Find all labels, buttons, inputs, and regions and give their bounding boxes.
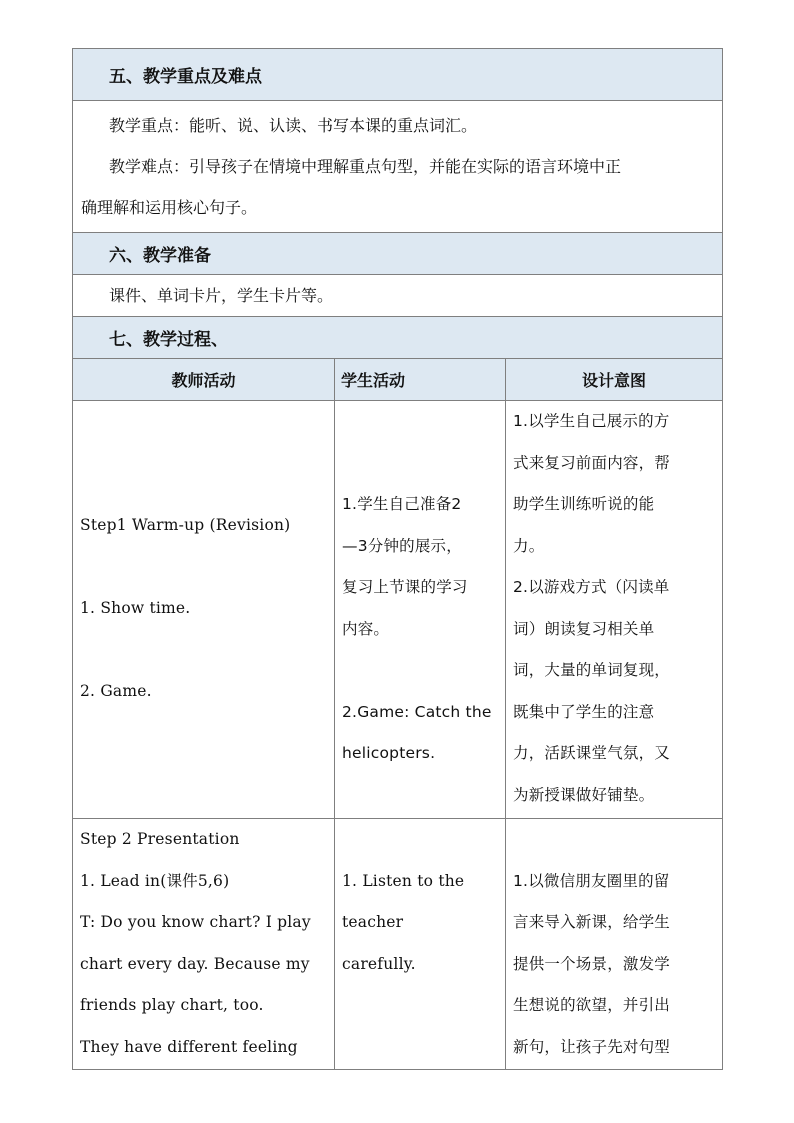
purpose-line: 式来复习前面内容，帮 [513,453,671,472]
lesson-plan-page [72,48,722,1070]
column-header-row [73,359,723,401]
purpose-line: 助学生训练听说的能 [513,495,655,513]
teacher-line: T: Do you know chart? I play [80,913,311,931]
purpose-line: 1.以微信朋友圈里的留 [513,871,670,890]
student-activity-cell [335,819,506,1070]
purpose-line: 力。 [513,536,545,555]
section-seven-heading: 七、教学过程、 [73,317,723,359]
purpose-line: 言来导入新课，给学生 [513,913,671,931]
purpose-line: 1.以学生自己展示的方 [513,412,670,430]
purpose-line: 力，活跃课堂气氛，又 [513,744,671,762]
section-five-content-row [73,101,723,233]
section-five-header-row [73,49,723,101]
table-row [73,401,723,819]
teacher-line: chart every day. Because my [80,954,310,973]
table-row [73,819,723,1070]
teacher-line: They have different feeling [80,1037,298,1056]
step1-title: Step1 Warm-up (Revision) [80,516,291,534]
student-line: helicopters. [342,744,436,762]
design-purpose-cell [506,401,723,819]
purpose-line: 为新授课做好铺垫。 [513,785,655,804]
column-header-teacher: 教师活动 [73,359,335,401]
student-line: carefully. [342,954,416,973]
lesson-plan-table [72,48,723,1070]
purpose-line: 新句，让孩子先对句型 [513,1037,671,1056]
student-line: —3分钟的展示， [342,536,462,555]
section-seven-header-row [73,317,723,359]
purpose-line: 既集中了学生的注意 [513,702,655,721]
student-line: 1. Listen to the [342,871,465,890]
teaching-materials: 课件、单词卡片，学生卡片等。 [109,286,334,305]
column-header-student: 学生活动 [335,359,506,401]
section-six-header-row [73,233,723,275]
purpose-line: 提供一个场景，激发学 [513,954,671,973]
section-six-heading: 六、教学准备 [73,233,723,275]
purpose-line: 词）朗读复习相关单 [513,619,655,638]
step1-item-show-time: 1. Show time. [80,599,191,617]
teacher-line: friends play chart, too. [80,996,264,1014]
student-activity-cell [335,401,506,819]
design-purpose-cell [506,819,723,1070]
student-line: 2.Game: Catch the [342,702,492,721]
teacher-activity-cell [73,819,335,1070]
teaching-difficulty-cont: 确理解和运用核心句子。 [81,198,258,217]
section-five-heading: 五、教学重点及难点 [73,49,723,101]
teacher-line: 1. Lead in(课件5,6) [80,871,230,890]
student-line: 内容。 [342,619,390,638]
teaching-focus: 教学重点：能听、说、认读、书写本课的重点词汇。 [109,116,478,135]
step1-item-game: 2. Game. [80,682,152,700]
purpose-line: 2.以游戏方式（闪读单 [513,578,670,596]
teacher-activity-cell [73,401,335,819]
section-six-content [73,275,723,317]
student-line: 复习上节课的学习 [342,578,468,596]
section-five-content [73,101,723,233]
section-six-content-row [73,275,723,317]
purpose-line: 生想说的欲望，并引出 [513,996,671,1014]
purpose-line: 词，大量的单词复现， [513,661,671,679]
student-line: 1.学生自己准备2 [342,495,462,513]
column-header-purpose: 设计意图 [506,359,723,401]
student-line: teacher [342,913,404,931]
step2-title: Step 2 Presentation [80,830,240,848]
teaching-difficulty: 教学难点：引导孩子在情境中理解重点句型，并能在实际的语言环境中正 [109,157,622,176]
